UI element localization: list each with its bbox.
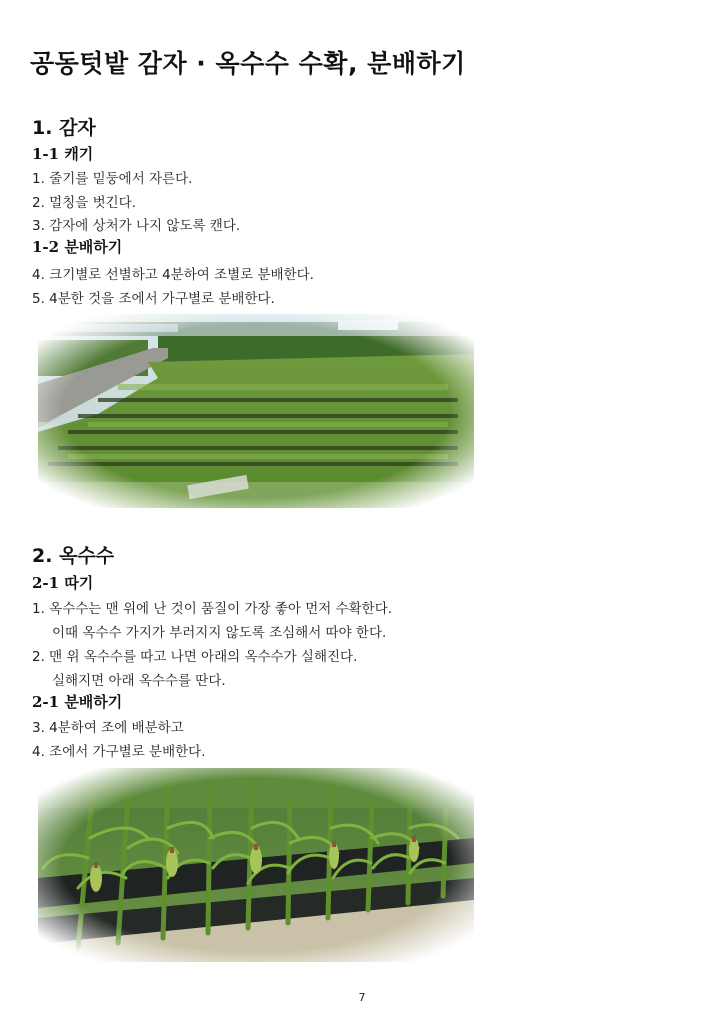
list-item: 5. 4분한 것을 조에서 가구별로 분배한다. bbox=[32, 291, 275, 307]
list-item: 4. 조에서 가구별로 분배한다. bbox=[32, 744, 206, 760]
list-item: 이때 옥수수 가지가 부러지지 않도록 조심해서 따야 한다. bbox=[52, 625, 387, 641]
section-heading-potato: 1. 감자 bbox=[32, 117, 96, 139]
section-heading-corn: 2. 옥수수 bbox=[32, 545, 115, 567]
list-item: 1. 옥수수는 맨 위에 난 것이 품질이 가장 좋아 먼저 수확한다. bbox=[32, 601, 393, 617]
list-item: 1. 줄기를 밑둥에서 자른다. bbox=[32, 171, 193, 187]
subheading-distribute: 1-2 분배하기 bbox=[32, 238, 123, 256]
potato-field-photo bbox=[38, 314, 474, 508]
subheading-distribute: 2-1 분배하기 bbox=[32, 693, 123, 711]
list-item: 실해지면 아래 옥수수를 딴다. bbox=[52, 673, 226, 689]
subheading-dig: 1-1 캐기 bbox=[32, 145, 94, 163]
list-item: 4. 크기별로 선별하고 4분하여 조별로 분배한다. bbox=[32, 267, 314, 283]
page-title: 공동텃밭 감자 · 옥수수 수확, 분배하기 bbox=[30, 49, 466, 78]
subheading-pick: 2-1 따기 bbox=[32, 574, 94, 592]
corn-field-photo bbox=[38, 768, 474, 962]
list-item: 2. 맨 위 옥수수를 따고 나면 아래의 옥수수가 실해진다. bbox=[32, 649, 358, 665]
page-number: 7 bbox=[358, 991, 366, 1004]
list-item: 2. 멀칭을 벗긴다. bbox=[32, 195, 136, 211]
list-item: 3. 감자에 상처가 나지 않도록 캔다. bbox=[32, 218, 241, 234]
list-item: 3. 4분하여 조에 배분하고 bbox=[32, 720, 184, 736]
